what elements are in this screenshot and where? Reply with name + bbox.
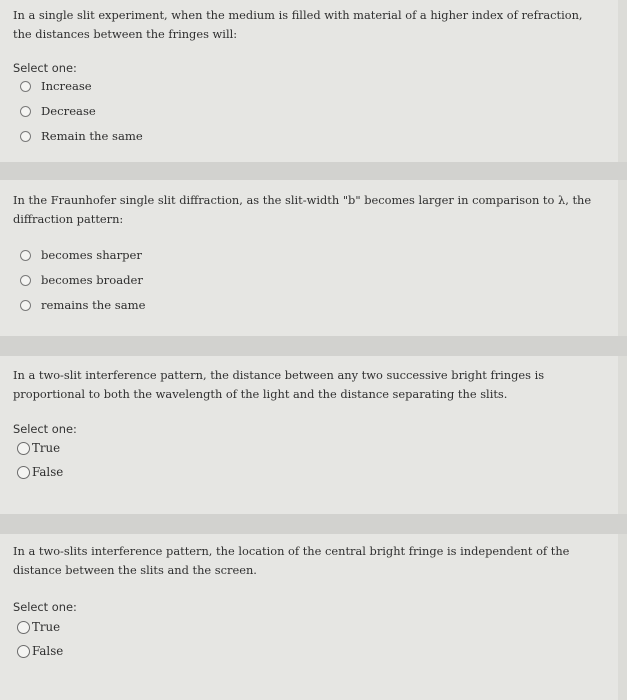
option-false[interactable]	[17, 644, 63, 658]
radio-button-icon[interactable]	[20, 275, 31, 286]
option-label: False	[32, 465, 64, 479]
option-label: Decrease	[41, 104, 96, 118]
option-remains-the-same[interactable]	[20, 298, 146, 312]
radio-button-icon[interactable]	[20, 81, 31, 92]
question-text: In a single slit experiment, when the medium is filled with material of a higher index of refraction, the distances between the fringes will:	[13, 8, 583, 41]
question-card-4	[0, 534, 618, 700]
option-label: Remain the same	[41, 129, 143, 143]
option-label: True	[32, 441, 61, 455]
radio-button-icon[interactable]	[20, 106, 31, 117]
option-true[interactable]	[17, 620, 60, 634]
option-increase[interactable]	[20, 79, 92, 93]
option-decrease[interactable]	[20, 104, 96, 118]
option-false[interactable]	[17, 465, 63, 479]
radio-button-icon[interactable]	[17, 645, 30, 658]
option-becomes-broader[interactable]	[20, 273, 143, 287]
radio-button-icon[interactable]	[17, 466, 30, 479]
question-card-2	[0, 180, 618, 336]
radio-button-icon[interactable]	[20, 131, 31, 142]
select-one-label: Select one:	[13, 600, 77, 614]
question-text: In a two-slit interference pattern, the distance between any two successive bright fringes is proportional to both the wavelength of the light and the distance separating the slits.	[13, 368, 545, 401]
select-one-label: Select one:	[13, 422, 77, 436]
radio-button-icon[interactable]	[17, 621, 30, 634]
option-label: False	[32, 644, 64, 658]
radio-button-icon[interactable]	[20, 250, 31, 261]
question-text: In a two-slits interference pattern, the location of the central bright fringe is independent of the distance between the slits and the screen.	[13, 544, 570, 577]
divider	[0, 162, 627, 180]
option-remain-the-same[interactable]	[20, 129, 143, 143]
option-label: becomes sharper	[41, 248, 142, 262]
question-text: In the Fraunhofer single slit diffraction, as the slit-width "b" becomes larger in comparison to λ, the diffraction pattern:	[13, 193, 592, 226]
option-true[interactable]	[17, 441, 60, 455]
option-becomes-sharper[interactable]	[20, 248, 142, 262]
radio-button-icon[interactable]	[17, 442, 30, 455]
option-label: becomes broader	[41, 273, 143, 287]
question-card-1	[0, 0, 618, 162]
radio-button-icon[interactable]	[20, 300, 31, 311]
option-label: Increase	[41, 79, 92, 93]
option-label: remains the same	[41, 298, 146, 312]
divider	[0, 336, 627, 356]
option-label: True	[32, 620, 61, 634]
select-one-label: Select one:	[13, 61, 77, 75]
question-card-3	[0, 356, 618, 514]
divider	[0, 514, 627, 534]
